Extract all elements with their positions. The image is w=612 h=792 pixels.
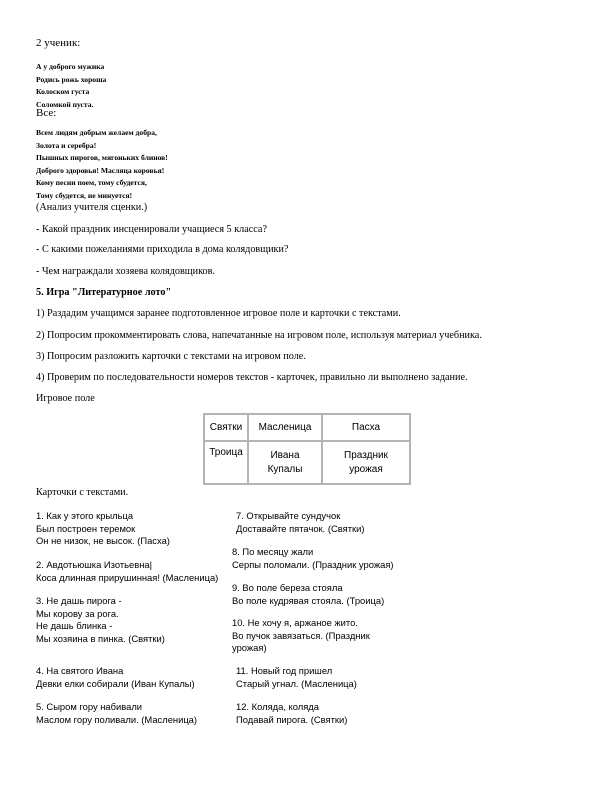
poem-line: Доброго здоровья! Масляца коровья! — [36, 165, 165, 175]
poem-line: Всем людям добрым желаем добра, — [36, 128, 157, 137]
poem-line: Колоском густа — [36, 87, 90, 96]
board-cell-harvest-holiday: Праздник урожая — [322, 441, 410, 484]
poem-verse-1 — [36, 61, 106, 111]
step-4: 4) Проверим по последовательности номеров текстов - карточек, правильно ли выполнено задание. — [36, 372, 468, 383]
poem-line: Кому песни поем, тому сбудется, — [36, 178, 147, 187]
step-3: 3) Попросим разложить карточки с текстами на игровом поле. — [36, 351, 306, 362]
board-cell-paskha: Пасха — [322, 414, 410, 441]
card-4: 4. На святого Ивана Девки елки собирали (Иван Купалы) — [36, 665, 195, 689]
game-field-label: Игровое поле — [36, 393, 95, 404]
card-11: 11. Новый год пришел Старый угнал. (Масленица) — [236, 665, 357, 689]
poem-verse-2 — [36, 127, 168, 202]
board-cell-ivana-kupaly: Ивана Купалы — [248, 441, 322, 484]
speaker-label-student: 2 ученик: — [36, 37, 81, 49]
card-3: 3. Не дашь пирога - Мы корову за рога. Не дашь блинка - Мы хозяина в пинка. (Святки) — [36, 595, 165, 644]
board-cell-maslenitsa: Масленица — [248, 414, 322, 441]
analysis-note: (Анализ учителя сценки.) — [36, 202, 148, 213]
step-2: 2) Попросим прокомментировать слова, напечатанные на игровом поле, используя материал учебника. — [36, 330, 482, 341]
card-2: 2. Авдотьюшка Изотьевна| Коса длинная прирушинная! (Масленица) — [36, 559, 219, 583]
step-1: 1) Раздадим учащимся заранее подготовленное игровое поле и карточки с текстами. — [36, 308, 401, 319]
card-8: 8. По месяцу жали Серпы поломали. (Праздник урожая) — [232, 546, 394, 570]
poem-line: Родись рожь хороша — [36, 74, 107, 84]
poem-line: Соломкой пуста. — [36, 99, 94, 109]
game-board-table — [203, 413, 411, 485]
card-1: 1. Как у этого крыльца Был построен теремок Он не низок, не высок. (Пасха) — [36, 510, 170, 546]
card-9: 9. Во поле береза стояла Во поле кудрявая стояла. (Троица) — [232, 582, 385, 606]
poem-line: Золота и серебра! — [36, 140, 97, 150]
speaker-label-all: Все: — [36, 107, 57, 119]
poem-line: Тому сбудется, не минуется! — [36, 190, 133, 200]
poem-line: А у доброго мужика — [36, 62, 105, 71]
card-5: 5. Сыром гору набивали Маслом гору поливали. (Масленица) — [36, 701, 198, 725]
question-1: - Какой праздник инсценировали учащиеся 5 класса? — [36, 224, 267, 235]
question-3: - Чем награждали хозяева колядовщиков. — [36, 266, 215, 277]
card-10: 10. Не хочу я, аржаное жито. Во пучок завязаться. (Праздник урожая) — [232, 617, 370, 653]
game-title: 5. Игра "Литературное лото" — [36, 287, 172, 298]
poem-line: Пышных пирогов, мягоньких блинов! — [36, 153, 168, 162]
card-12: 12. Коляда, коляда Подавай пирога. (Святки) — [236, 701, 348, 725]
board-cell-svyatki: Святки — [204, 414, 248, 441]
question-2: - С какими пожеланиями приходила в дома колядовщики? — [36, 244, 289, 255]
board-cell-troitsa: Троица — [204, 441, 248, 484]
cards-label: Карточки с текстами. — [36, 487, 129, 498]
card-7: 7. Открывайте сундучок Доставайте пятачок. (Святки) — [236, 510, 365, 534]
